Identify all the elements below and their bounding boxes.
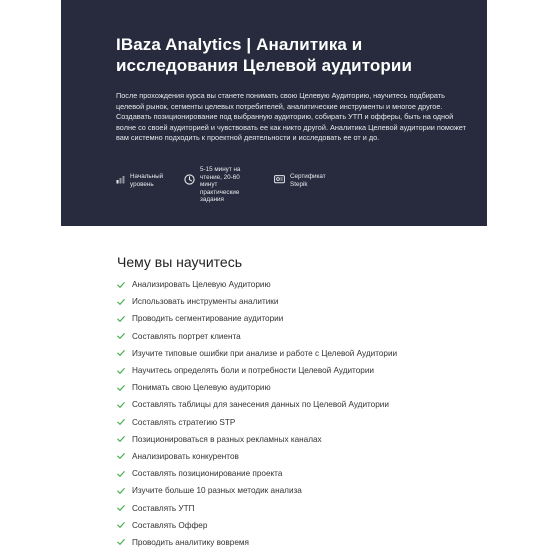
check-icon bbox=[117, 521, 125, 529]
list-item-text: Понимать свою Целевую аудиторию bbox=[132, 383, 271, 393]
stat-certificate bbox=[274, 173, 340, 188]
list-item-text: Составлять стратегию STP bbox=[132, 417, 236, 427]
list-item-text: Использовать инструменты аналитики bbox=[132, 297, 279, 307]
list-item-text: Составлять портрет клиента bbox=[132, 331, 241, 341]
course-title: IBaza Analytics | Аналитика и исследования Целевой аудитории bbox=[116, 35, 413, 75]
check-icon bbox=[117, 418, 125, 426]
list-item bbox=[117, 276, 397, 293]
list-item bbox=[117, 431, 397, 448]
stat-certificate-text: Сертификат Stepik bbox=[290, 172, 326, 188]
list-item-text: Составлять УТП bbox=[132, 503, 195, 513]
list-item bbox=[117, 362, 397, 379]
list-item-text: Изучите типовые ошибки при анализе и работе с Целевой Аудитории bbox=[132, 348, 398, 358]
list-item-text: Проводить сегментирование аудитории bbox=[132, 314, 284, 324]
list-item-text: Составлять Оффер bbox=[132, 520, 208, 530]
list-item bbox=[117, 499, 397, 516]
list-item bbox=[117, 328, 397, 345]
check-icon bbox=[117, 401, 125, 409]
list-item-text: Составлять позиционирование проекта bbox=[132, 469, 283, 479]
list-item-text: Позиционироваться в разных рекламных каналах bbox=[132, 434, 322, 444]
list-item bbox=[117, 517, 397, 534]
check-icon bbox=[117, 452, 125, 460]
stat-time bbox=[184, 166, 274, 204]
list-item bbox=[117, 448, 397, 465]
stat-time-text: 5-15 минут на чтение, 20-60 минут практические задания bbox=[200, 165, 241, 204]
list-item bbox=[117, 465, 397, 482]
certificate-icon bbox=[274, 175, 285, 184]
list-item bbox=[117, 534, 397, 551]
list-item-text: Проводить аналитику вовремя bbox=[132, 537, 249, 547]
learn-section bbox=[117, 254, 397, 551]
course-description: После прохождения курса вы станете понимать свою Целевую Аудиторию, научитесь подбирать целевой рынок, сегменты целевых потребителей, аналитические инструменты и многое другое. Создавать позиционирование под выбранную аудиторию, собирать УТП и офферы, быть на одной волне со своей аудиторией и чувствовать ее как никто другой. Аналитика Целевой аудитории поможет вам системно подходить к проектной деятельности и исследовать ее от и до. bbox=[116, 91, 466, 143]
clock-icon bbox=[184, 174, 195, 185]
list-item bbox=[117, 310, 397, 327]
stat-level bbox=[116, 173, 184, 188]
list-item bbox=[117, 379, 397, 396]
list-item bbox=[117, 414, 397, 431]
stat-level-text: Начальный уровень bbox=[130, 172, 164, 188]
check-icon bbox=[117, 538, 125, 546]
check-icon bbox=[117, 281, 125, 289]
check-icon bbox=[117, 487, 125, 495]
list-item bbox=[117, 293, 397, 310]
check-icon bbox=[117, 298, 125, 306]
check-icon bbox=[117, 384, 125, 392]
list-item-text: Анализировать Целевую Аудиторию bbox=[132, 280, 271, 290]
list-item-text: Изучите больше 10 разных методик анализа bbox=[132, 486, 302, 496]
list-item bbox=[117, 345, 397, 362]
check-icon bbox=[117, 332, 125, 340]
list-item bbox=[117, 396, 397, 413]
learn-list bbox=[117, 276, 397, 551]
list-item-text: Анализировать конкурентов bbox=[132, 451, 239, 461]
course-stats bbox=[116, 166, 469, 204]
check-icon bbox=[117, 349, 125, 357]
bar-chart-icon bbox=[116, 175, 125, 184]
check-icon bbox=[117, 315, 125, 323]
check-icon bbox=[117, 470, 125, 478]
learn-title: Чему вы научитесь bbox=[117, 254, 242, 270]
list-item-text: Научитесь определять боли и потребности Целевой Аудитории bbox=[132, 366, 374, 376]
list-item-text: Составлять таблицы для занесения данных по Целевой Аудитории bbox=[132, 400, 389, 410]
course-hero bbox=[61, 0, 487, 226]
list-item bbox=[117, 482, 397, 499]
check-icon bbox=[117, 435, 125, 443]
check-icon bbox=[117, 504, 125, 512]
check-icon bbox=[117, 367, 125, 375]
